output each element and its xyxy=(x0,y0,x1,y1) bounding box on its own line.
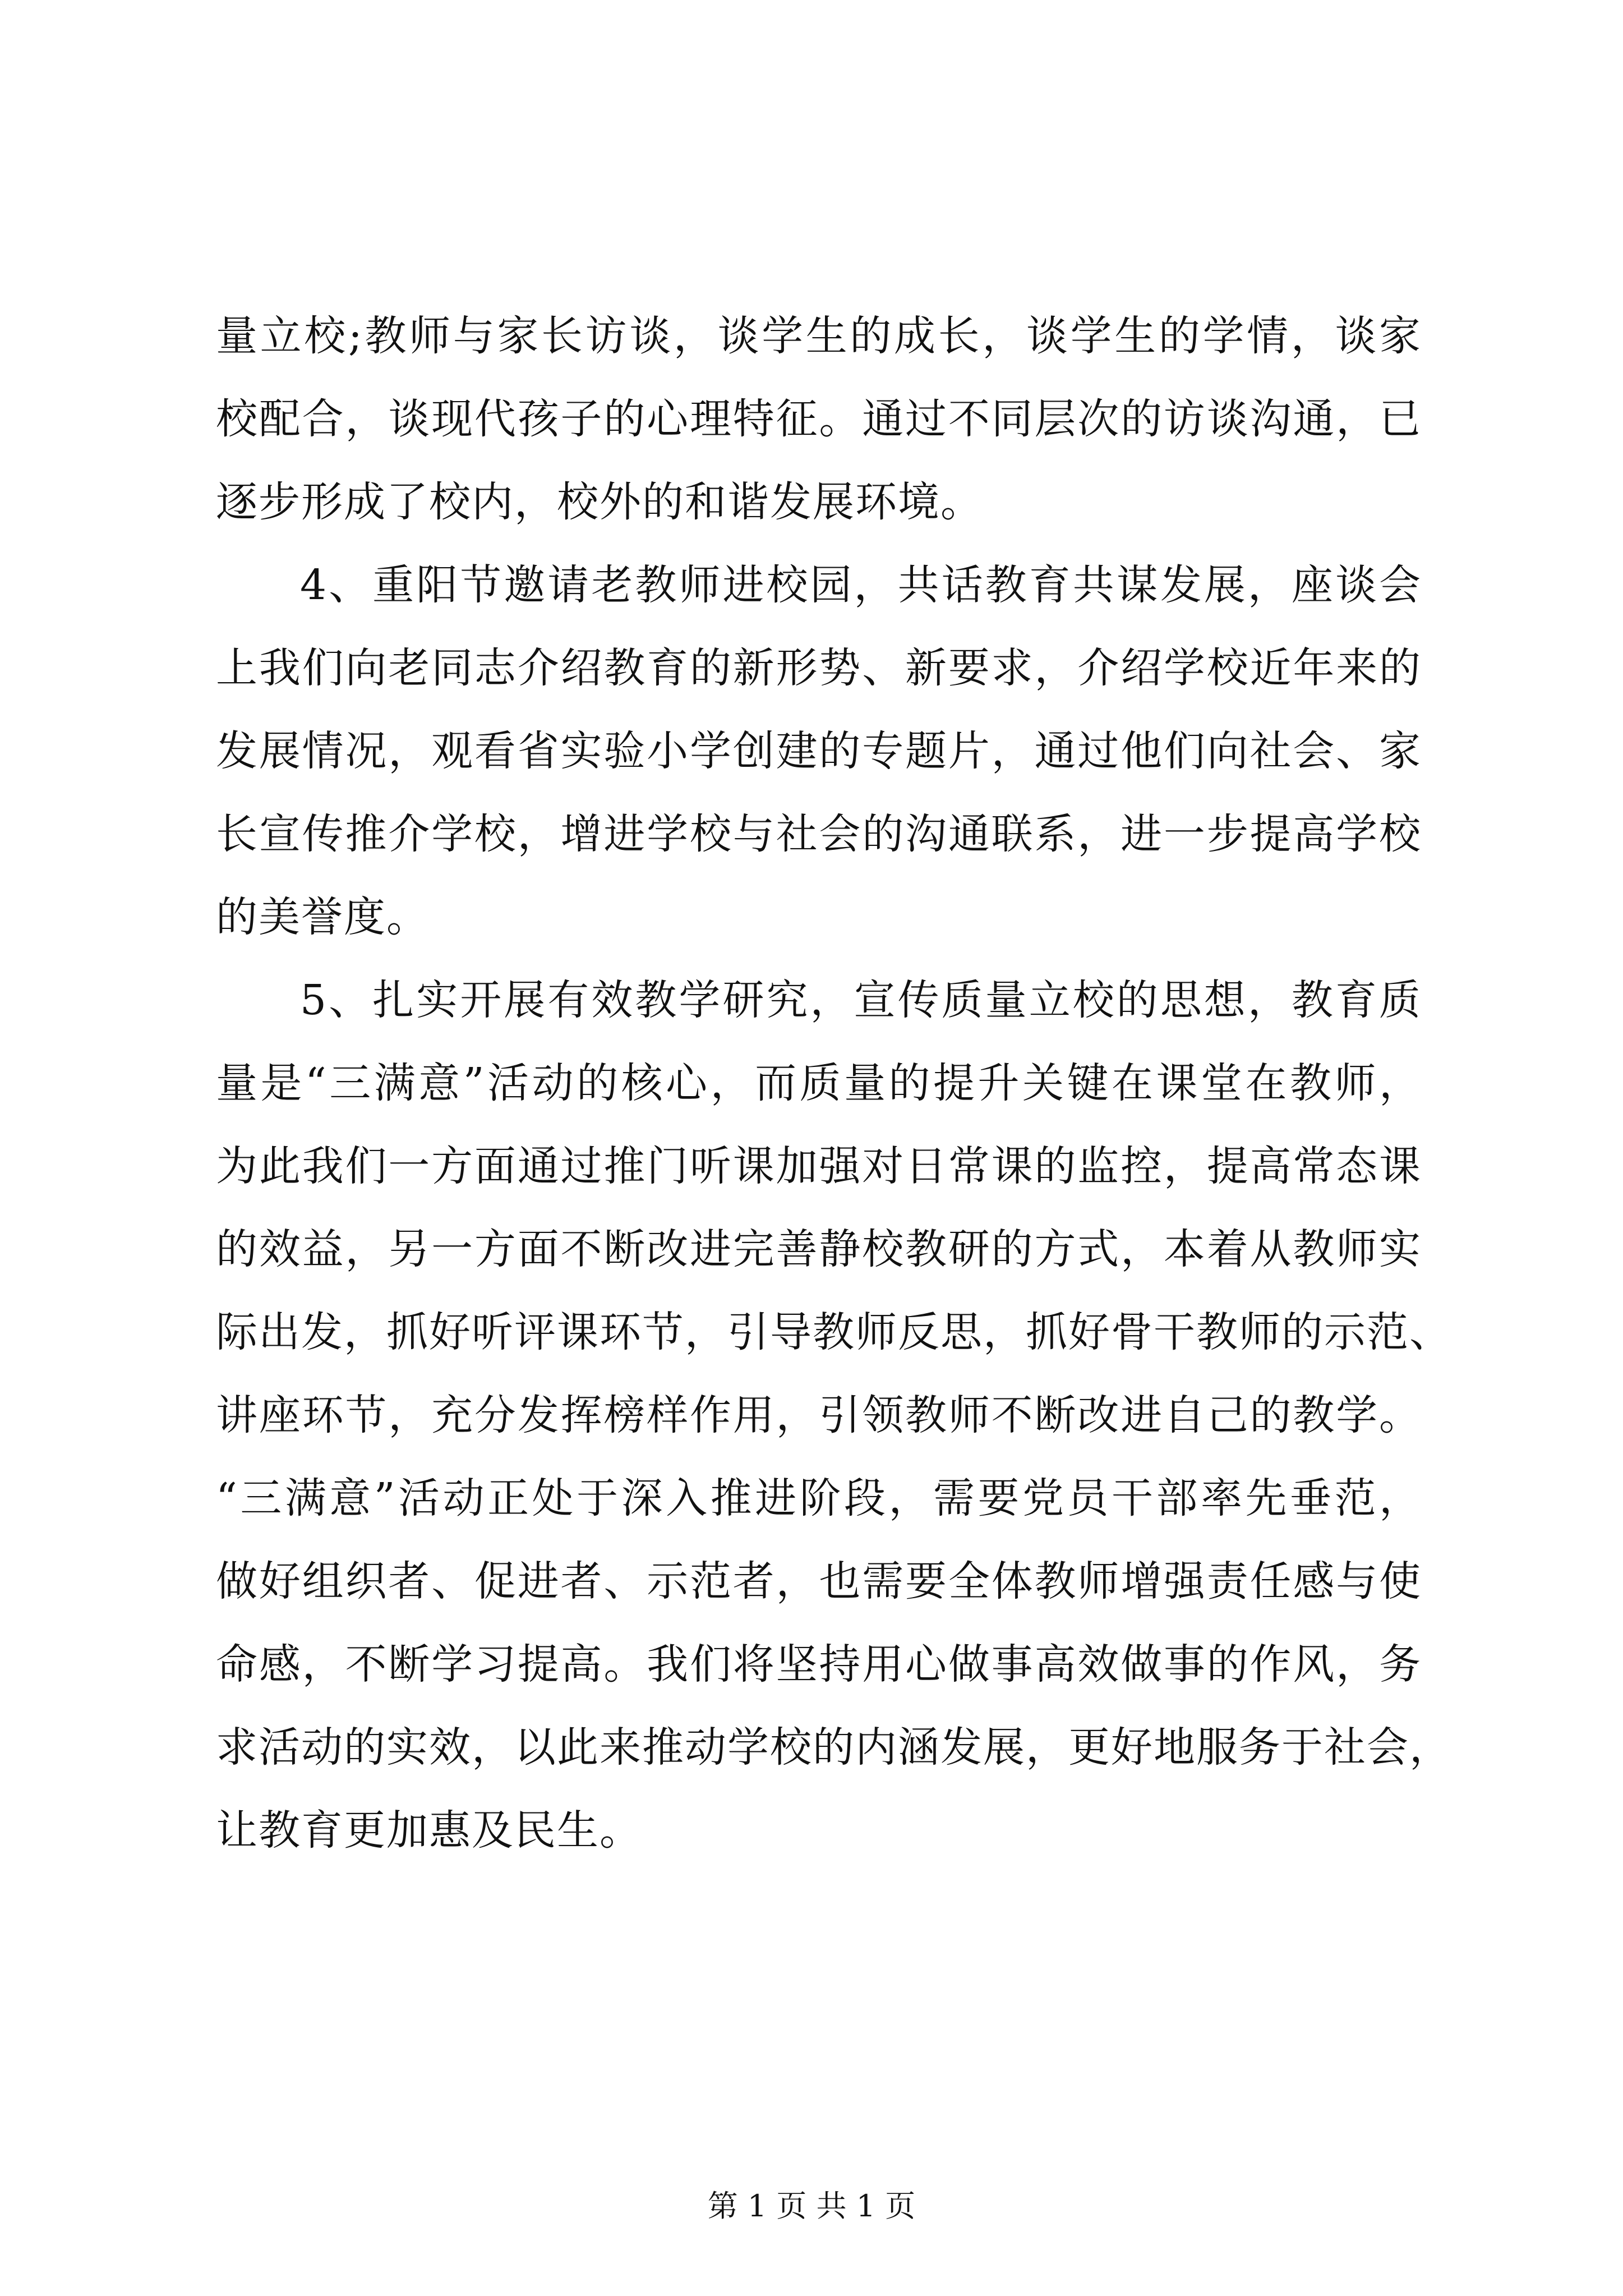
document-body xyxy=(216,295,1452,1872)
text-line: 5、扎实开展有效教学研究，宣传质量立校的思想，教育质 xyxy=(300,976,1422,1024)
text-line: “三满意”活动正处于深入推进阶段，需要党员干部率先垂范， xyxy=(216,1474,1422,1522)
text-line: 为此我们一方面通过推门听课加强对日常课的监控，提高常态课 xyxy=(216,1142,1422,1190)
text-line: 让教育更加惠及民生。 xyxy=(216,1806,642,1855)
text-line: 际出发，抓好听评课环节，引导教师反思，抓好骨干教师的示范、 xyxy=(216,1308,1452,1356)
text-line: 4、重阳节邀请老教师进校园，共话教育共谋发展，座谈会 xyxy=(300,561,1422,609)
text-line: 讲座环节，充分发挥榜样作用，引领教师不断改进自己的教学。 xyxy=(216,1391,1422,1439)
text-line: 长宣传推介学校，增进学校与社会的沟通联系，进一步提高学校 xyxy=(216,810,1422,858)
text-line: 发展情况，观看省实验小学创建的专题片，通过他们向社会、家 xyxy=(216,727,1422,775)
text-line: 量立校;教师与家长访谈，谈学生的成长，谈学生的学情，谈家 xyxy=(216,312,1422,360)
text-line: 命感，不断学习提高。我们将坚持用心做事高效做事的作风，务 xyxy=(216,1640,1422,1688)
text-line: 量是“三满意”活动的核心，而质量的提升关键在课堂在教师， xyxy=(216,1059,1422,1107)
text-line: 做好组织者、促进者、示范者，也需要全体教师增强责任感与使 xyxy=(216,1557,1422,1605)
text-line: 校配合，谈现代孩子的心理特征。通过不同层次的访谈沟通，已 xyxy=(216,395,1422,443)
text-line: 的美誉度。 xyxy=(216,893,429,941)
text-line: 的效益，另一方面不断改进完善静校教研的方式，本着从教师实 xyxy=(216,1225,1422,1273)
text-line: 逐步形成了校内，校外的和谐发展环境。 xyxy=(216,478,983,526)
page-footer: 第 1 页 共 1 页 xyxy=(707,2188,916,2224)
text-line: 上我们向老同志介绍教育的新形势、新要求，介绍学校近年来的 xyxy=(216,644,1422,692)
text-line: 求活动的实效，以此来推动学校的内涵发展，更好地服务于社会， xyxy=(216,1723,1452,1772)
